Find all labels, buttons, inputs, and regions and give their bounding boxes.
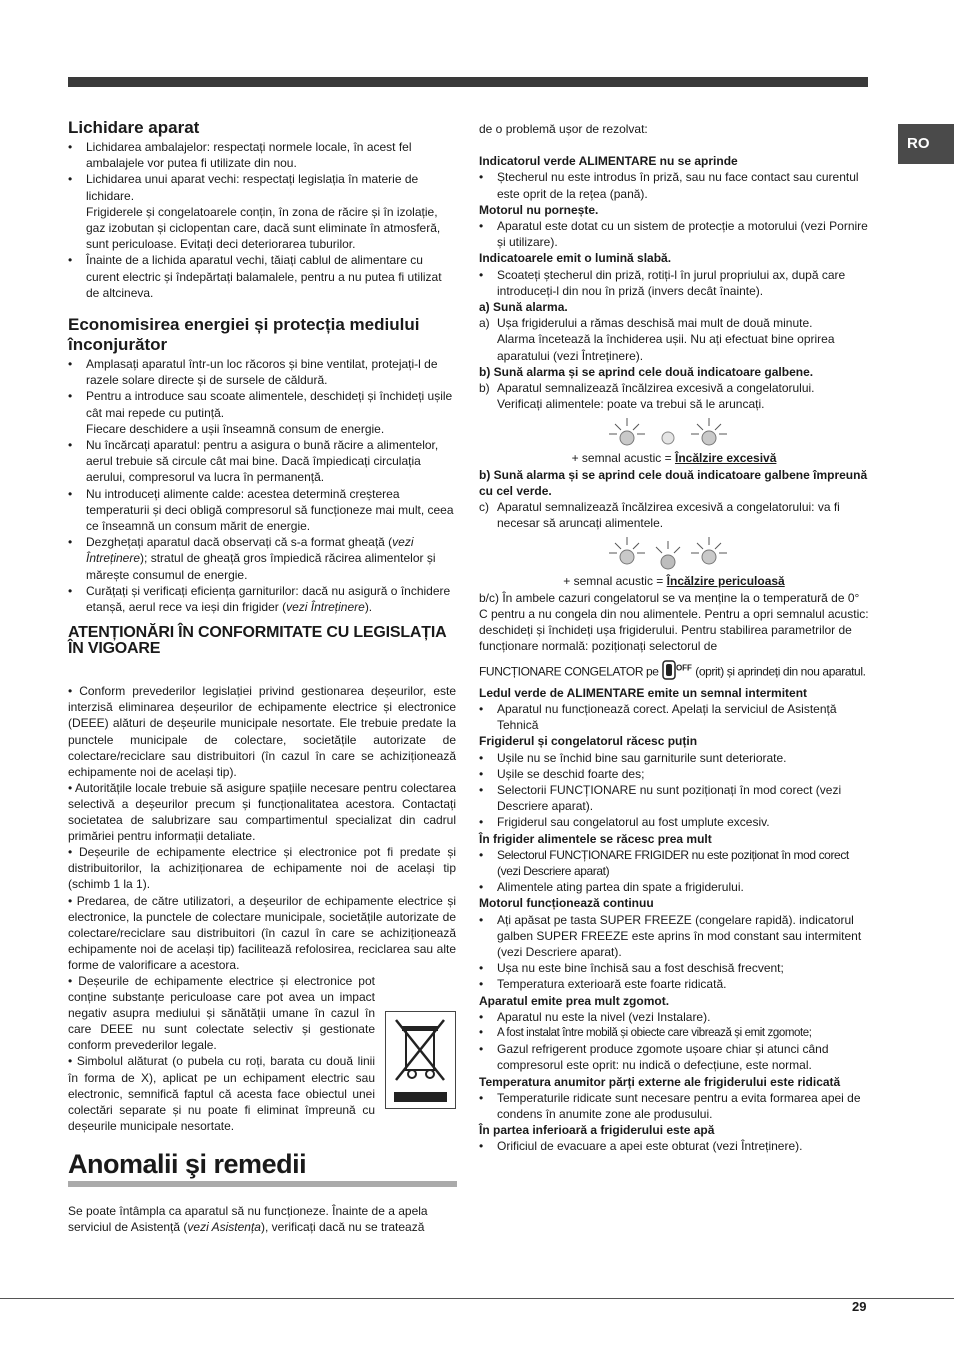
indicator-diagram: [479, 535, 869, 571]
title-underline: [68, 1181, 457, 1187]
left-column: [68, 116, 456, 1235]
list-item: • Temperatura exterioară este foarte ridicată.: [479, 976, 869, 992]
three-lights-icon: [609, 535, 739, 571]
problem-heading: b) Sună alarma și se aprind cele două indicatoare galbene.: [479, 364, 814, 379]
paragraph: FUNCȚIONARE CONGELATOR pe $^{OFF}$ (oprit) și aprindeți din nou aparatul.: [479, 660, 869, 684]
crossed-bin-icon: [385, 1011, 456, 1109]
paragraph: • Deșeurile de echipamente electrice și electronice pot fi predate și distribuitorilor, la achiziționarea de echipamente noi de același tip (schimb 1 la 1).: [68, 845, 456, 892]
problem-heading: În partea inferioară a frigiderului este apă: [479, 1123, 715, 1138]
list-item: • Lichidarea unui aparat vechi: respectați legislația în materie de lichidare. Frigiderele și congelatoarele conțin, în zona de răcire și în izolație, gaz izobutan și ciclopentan care, dacă sunt eliminate în atmosferă, sunt periculoase. Evitați deci deteriorarea tuburilor.: [68, 171, 456, 252]
anomalies-title: Anomalii şi remedii: [68, 1148, 307, 1179]
problem-heading: Indicatoarele emit o lumină slabă.: [479, 251, 672, 266]
signal-caption: + semnal acustic = Încălzire excesivă: [571, 451, 777, 466]
energy-list: [68, 356, 456, 615]
list-item: • Ușile se deschid foarte des;: [479, 766, 869, 782]
list-item: • Selectorii FUNCȚIONARE nu sunt poziționați în mod corect (vezi Descriere aparat).: [479, 782, 869, 814]
list-item: • Ștecherul nu este introdus în priză, sau nu face contact sau curentul este oprit de la rețea (pană).: [479, 169, 869, 201]
list-item: • Alimentele ating partea din spate a frigiderului.: [479, 879, 869, 895]
list-item: • Ușa nu este bine închisă sau a fost deschisă frecvent;: [479, 960, 869, 976]
off-label: OFF: [675, 663, 692, 673]
list-item: • Temperaturile ridicate sunt necesare pentru a evita formarea apei de condens în anumite zone ale produsului.: [479, 1090, 869, 1122]
signal-caption: + semnal acustic = Încălzire periculoasă: [563, 574, 785, 589]
list-item: a) Ușa frigiderului a rămas deschisă mai mult de două minute. Alarma încetează la închiderea ușii. Nu ați efectuat bine oprirea aparatului (vezi Întreținere).: [479, 316, 835, 363]
list-item: • Scoateți ștecherul din priză, rotiți-l în jurul propriului ax, după care introduceți-l din nou în priză (invers decât înainte).: [479, 267, 869, 299]
paragraph: • Conform prevederilor legislației privind gestionarea deșeurilor, este interzisă eliminarea deșeurilor de echipamente electrice și electronice (DEEE) alături de deșeurile municipale nesortate. Ele trebuie predate la punctele municipale de colectare, societățile autorizate de colectare/reciclare sau distribuitori (în cazul în care se achiziționează echipamente noi de același tip).: [68, 684, 456, 779]
paragraph: • Autoritățile locale trebuie să asigure spațiile necesare pentru colectarea selectivă a deșeurilor precum și funcționalitatea acestora. Contactați societatea de salubrizare sau compartimentul specializat din cadrul primăriei pentru informații detaliate.: [68, 780, 456, 844]
list-item: • Pentru a introduce sau scoate alimentele, deschideți și închideți ușile cât mai repede cu putință. Fiecare deschidere a ușii înseamnă consum de energie.: [68, 388, 456, 437]
list-item: • Selectorul FUNCȚIONARE FRIGIDER nu este poziționat în mod corect (vezi Descriere aparat): [479, 847, 869, 879]
page-number: 29: [852, 1299, 867, 1314]
list-item: • A fost instalat între mobilă și obiecte care vibrează și emit zgomote;: [479, 1025, 869, 1041]
paragraph: b/c) În ambele cazuri congelatorul se va menține la o temperatură de 0° C pentru a nu congela din nou alimentele. Pentru a opri semnalul acustic: deschideți și închideți ușa frigiderului. Pentru stabilirea parametrilor de funcționare normală: poziționați selectorul de: [479, 590, 869, 654]
problem-heading: Temperatura anumitor părți externe ale frigiderului este ridicată: [479, 1074, 841, 1089]
language-tab: RO: [898, 124, 954, 164]
problem-heading: Ledul verde de ALIMENTARE emite un semnal intermitent: [479, 685, 808, 700]
list-item: c) Aparatul semnalizează încălzirea excesivă a congelatorului: va fi necesar să aruncați alimentele.: [479, 500, 840, 531]
anomalies-intro: Se poate întâmpla ca aparatul să nu funcționeze. Înainte de a apela serviciul de Asistență (vezi Asistența), verificați dacă nu se tratează: [68, 1203, 428, 1235]
two-yellow-lights-icon: [609, 416, 739, 448]
right-column: [479, 121, 869, 1155]
weee-section: [68, 683, 456, 1134]
list-item: • Dezghețați aparatul dacă observați că s-a format gheață (vezi Întreținere); stratul de gheață gros împiedică răcirea alimentelor și mărește consumul de energie.: [68, 534, 456, 583]
warnings-title: ATENȚIONĂRI ÎN CONFORMITATE CU LEGISLAȚIA ÎN VIGOARE: [68, 624, 446, 658]
indicator-diagram: [479, 416, 869, 448]
intro-continued: de o problemă ușor de rezolvat:: [479, 122, 648, 136]
paragraph: • Deșeurile de echipamente electrice și electronice pot conține substanțe periculoase care pot avea un impact negativ asupra mediului și sănătății umane în cazul în care DEEE nu sunt colectate selectiv și gestionate conform prevederilor legale.: [68, 973, 375, 1053]
problem-heading: Motorul funcționează continuu: [479, 896, 654, 911]
disposal-title: Lichidare aparat: [68, 118, 200, 137]
paragraph: • Predarea, de către utilizatori, a deșeurilor de echipamente electrice și electronice, la punctele de colectare municipale, societățile autorizate de colectare/reciclare sau distribuitori (în cazul în care se achiziționează echipamente noi de același tip) facilitează refolosirea, reciclarea sau alte forme de valorificare a acestora.: [68, 893, 456, 972]
list-item: • Gazul refrigerent produce zgomote ușoare chiar și atunci când compresorul este oprit: nu indică o defecțiune, este normal.: [479, 1041, 869, 1073]
energy-title: Economisirea energiei și protecția mediului înconjurător: [68, 315, 420, 355]
problem-heading: a) Sună alarma.: [479, 300, 568, 315]
list-item: b) Aparatul semnalizează încălzirea excesivă a congelatorului. Verificați alimentele: poate va trebui să le aruncați.: [479, 381, 815, 412]
list-item: • Amplasați aparatul într-un loc răcoros și bine ventilat, protejați-l de razele solare directe și de sursele de căldură.: [68, 356, 456, 388]
list-item: • Ați apăsat pe tasta SUPER FREEZE (congelare rapidă). indicatorul galben SUPER FREEZE este aprins în mod constant sau intermitent (vezi Descriere aparat).: [479, 912, 869, 961]
list-item: • Nu încărcați aparatul: pentru a asigura o bună răcire a alimentelor, aerul trebuie să circule cât mai bine. Dacă împiedicați circulația aerului, compresorul va lucra în permanență.: [68, 437, 456, 486]
list-item: • Curățați și verificați eficiența garniturilor: dacă nu asigură o închidere etanșă, aerul rece va ieși din frigider (vezi Întreținere).: [68, 583, 456, 615]
header-bar: [68, 77, 868, 87]
list-item: • Aparatul nu funcționează corect. Apelați la serviciul de Asistență Tehnică: [479, 701, 869, 733]
list-item: • Orificiul de evacuare a apei este obturat (vezi Întreținere).: [479, 1138, 869, 1154]
list-item: • Nu introduceți alimente calde: acestea determină creșterea temperaturii și deci obligă compresorul să funcționeze mai mult, ceea ce înseamnă un consum mărit de energie.: [68, 486, 456, 535]
list-item: • Ușile nu se închid bine sau garniturile sunt deteriorate.: [479, 750, 869, 766]
paragraph: • Simbolul alăturat (o pubela cu roți, barata cu două linii în forma de X), aplicat pe un echipament electric sau electronic, semnifică faptul că acesta face obiectul unei colectări separate și nu poate fi eliminat împreună cu deșeurile municipale nesortate.: [68, 1054, 375, 1133]
list-item: • Înainte de a lichida aparatul vechi, tăiați cablul de alimentare cu curent electric și îndepărtați balamalele, pentru a nu putea fi utilizat de altcineva.: [68, 252, 456, 301]
problem-heading: Indicatorul verde ALIMENTARE nu se aprinde: [479, 154, 738, 169]
problem-heading: Frigiderul și congelatorul răcesc puțin: [479, 734, 698, 749]
footer-rule: [0, 1298, 954, 1299]
list-item: • Aparatul nu este la nivel (vezi Instalare).: [479, 1009, 869, 1025]
problem-heading: b) Sună alarma și se aprind cele două indicatoare galbene împreună cu cel verde.: [479, 467, 868, 498]
list-item: • Lichidarea ambalajelor: respectați normele locale, în acest fel ambalajele vor putea fi utilizate din nou.: [68, 139, 456, 171]
list-item: • Aparatul este dotat cu un sistem de protecție a motorului (vezi Pornire și utilizare).: [479, 218, 869, 250]
problem-heading: Aparatul emite prea mult zgomot.: [479, 993, 670, 1008]
list-item: • Frigiderul sau congelatorul au fost umplute excesiv.: [479, 814, 869, 830]
selector-off-icon: [662, 660, 676, 684]
problem-heading: În frigider alimentele se răcesc prea mult: [479, 831, 712, 846]
problem-heading: Motorul nu pornește.: [479, 202, 599, 217]
disposal-list: [68, 139, 456, 301]
